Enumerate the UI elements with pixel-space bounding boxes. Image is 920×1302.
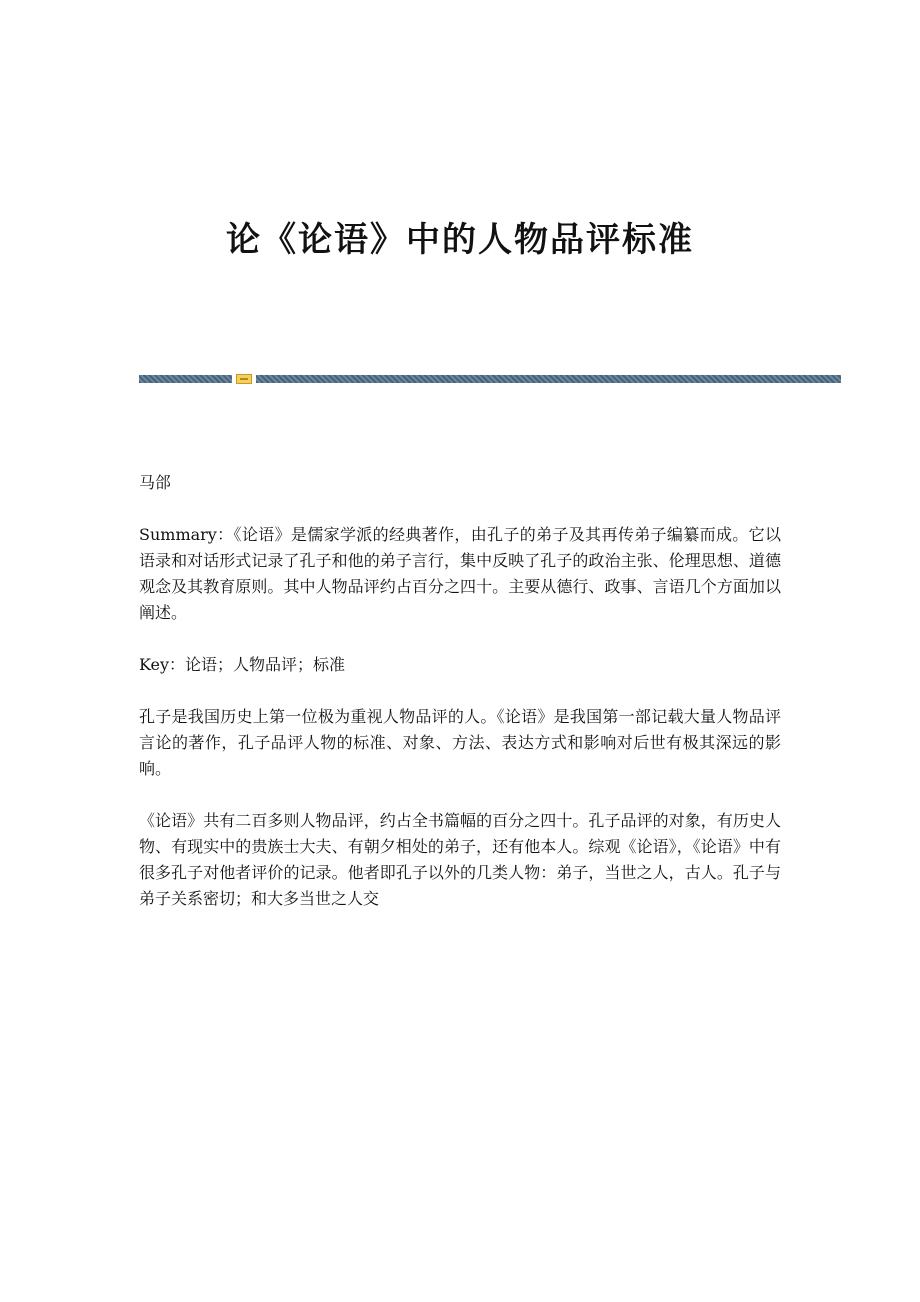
- divider-right-bar: [256, 375, 841, 383]
- body-paragraph-2: 《论语》共有二百多则人物品评，约占全书篇幅的百分之四十。孔子品评的对象，有历史人物、有现实中的贵族士大夫、有朝夕相处的弟子，还有他本人。综观《论语》，《论语》中有很多孔子对他者评价的记录。他者即孔子以外的几类人物：弟子，当世之人，古人。孔子与弟子关系密切；和大多当世之人交: [139, 811, 781, 908]
- divider-left-bar: [139, 375, 232, 383]
- document-body: [139, 470, 781, 938]
- title-divider: [139, 374, 841, 384]
- author-name: 马郃: [139, 473, 172, 492]
- keywords-line: Key：论语；人物品评；标准: [139, 655, 346, 674]
- divider-ornament-icon: [236, 374, 252, 384]
- document-title: 论《论语》中的人物品评标准: [226, 220, 694, 260]
- summary-paragraph: Summary：《论语》是儒家学派的经典著作，由孔子的弟子及其再传弟子编纂而成。它以语录和对话形式记录了孔子和他的弟子言行，集中反映了孔子的政治主张、伦理思想、道德观念及其教育原则。其中人物品评约占百分之四十。主要从德行、政事、言语几个方面加以阐述。: [139, 525, 781, 622]
- body-paragraph-1: 孔子是我国历史上第一位极为重视人物品评的人。《论语》是我国第一部记载大量人物品评言论的著作，孔子品评人物的标准、对象、方法、表达方式和影响对后世有极其深远的影响。: [139, 707, 781, 778]
